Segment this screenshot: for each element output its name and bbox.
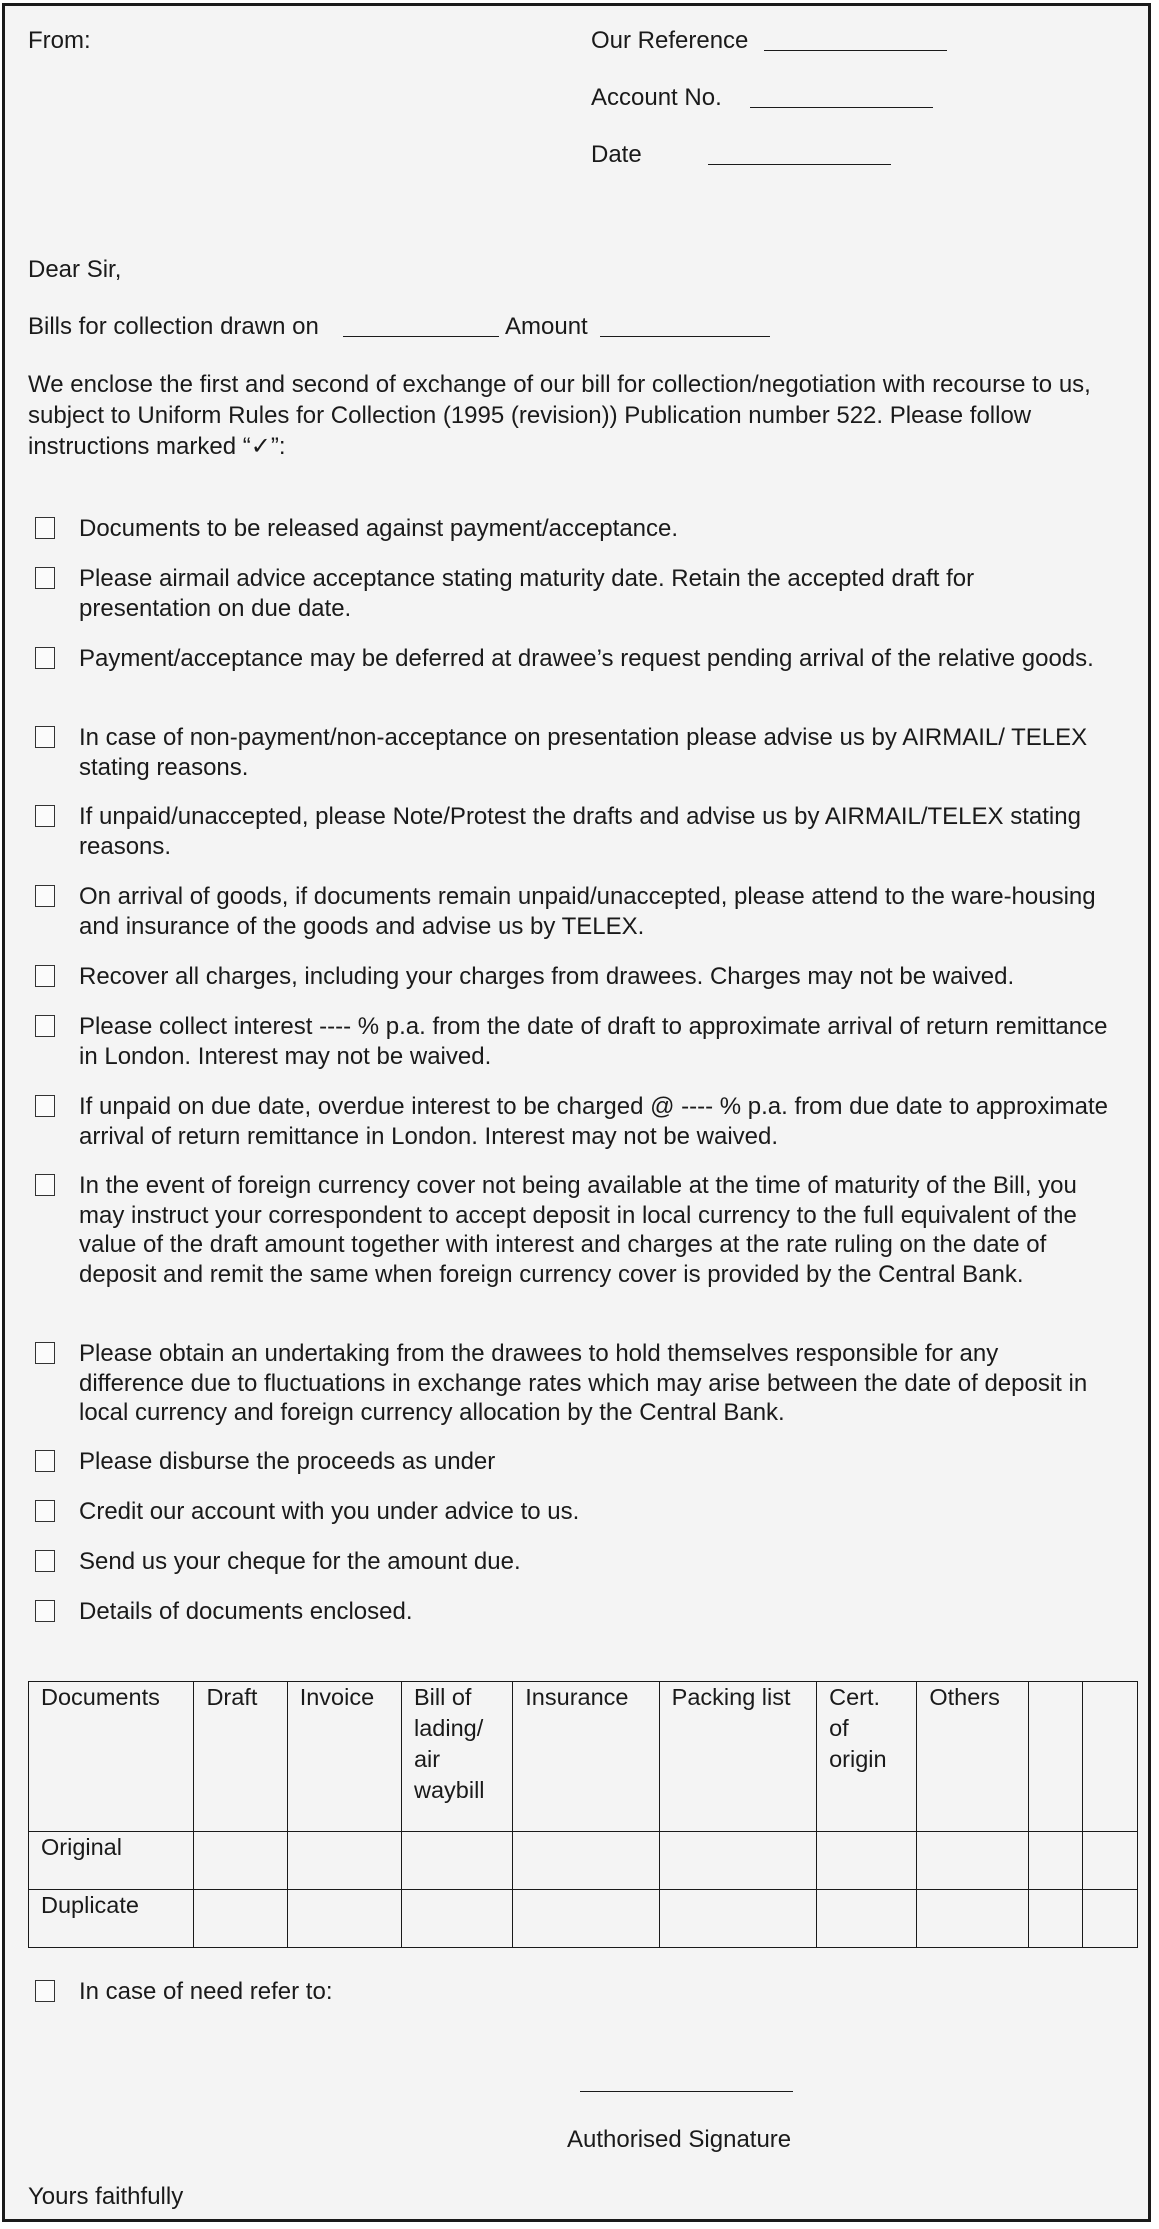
need-refer-text: In case of need refer to: bbox=[79, 1978, 333, 2005]
header-draft: Draft bbox=[194, 1682, 287, 1832]
instruction-text: Please disburse the proceeds as under bbox=[79, 1448, 496, 1475]
header-invoice: Invoice bbox=[287, 1682, 401, 1832]
instruction-checkbox[interactable] bbox=[35, 517, 55, 539]
instruction-checkbox[interactable] bbox=[35, 1015, 55, 1037]
date-label: Date bbox=[591, 141, 642, 168]
table-cell[interactable] bbox=[917, 1890, 1028, 1948]
header-blank-1 bbox=[1028, 1682, 1082, 1832]
salutation: Dear Sir, bbox=[28, 256, 122, 283]
table-cell[interactable] bbox=[659, 1832, 816, 1890]
header-documents: Documents bbox=[29, 1682, 194, 1832]
instruction-checkbox[interactable] bbox=[35, 647, 55, 669]
our-reference-label: Our Reference bbox=[591, 27, 749, 54]
table-cell[interactable] bbox=[817, 1832, 917, 1890]
header-bill-of-lading: Bill of lading/ air waybill bbox=[401, 1682, 512, 1832]
documents-table bbox=[28, 1681, 1138, 1948]
row-label-duplicate: Duplicate bbox=[29, 1890, 194, 1948]
table-cell[interactable] bbox=[401, 1890, 512, 1948]
instruction-text: In case of non-payment/non-acceptance on presentation please advise us by AIRMAIL/ TELEX stating reasons. bbox=[79, 724, 1088, 781]
instruction-checkbox[interactable] bbox=[35, 567, 55, 589]
table-cell[interactable] bbox=[194, 1832, 287, 1890]
our-reference-field[interactable] bbox=[764, 50, 947, 51]
table-row bbox=[29, 1890, 1138, 1948]
table-cell[interactable] bbox=[1028, 1890, 1082, 1948]
instruction-text: If unpaid/unaccepted, please Note/Protest the drafts and advise us by AIRMAIL/TELEX stating reasons. bbox=[79, 803, 1081, 860]
instruction-text: Send us your cheque for the amount due. bbox=[79, 1548, 521, 1575]
account-no-field[interactable] bbox=[750, 107, 933, 108]
drawn-on-field[interactable] bbox=[343, 336, 499, 337]
bill-collection-form bbox=[2, 3, 1151, 2222]
instruction-text: Details of documents enclosed. bbox=[79, 1598, 413, 1625]
instruction-text: Credit our account with you under advice to us. bbox=[79, 1498, 580, 1525]
header-cert-of-origin: Cert. of origin bbox=[817, 1682, 917, 1832]
bills-drawn-on-label: Bills for collection drawn on bbox=[28, 313, 319, 340]
instruction-text: Recover all charges, including your charges from drawees. Charges may not be waived. bbox=[79, 963, 1015, 990]
signature-label: Authorised Signature bbox=[567, 2126, 792, 2153]
instruction-text: Payment/acceptance may be deferred at drawee’s request pending arrival of the relative goods. bbox=[79, 645, 1094, 672]
header-blank-2 bbox=[1082, 1682, 1137, 1832]
instruction-text: Please airmail advice acceptance stating maturity date. Retain the accepted draft for presentation on due date. bbox=[79, 565, 975, 622]
table-cell[interactable] bbox=[659, 1890, 816, 1948]
signature-line[interactable] bbox=[580, 2091, 793, 2092]
account-no-label: Account No. bbox=[591, 84, 722, 111]
need-refer-checkbox[interactable] bbox=[35, 1980, 55, 2002]
table-cell[interactable] bbox=[1028, 1832, 1082, 1890]
instruction-checkbox[interactable] bbox=[35, 965, 55, 987]
instruction-checkbox[interactable] bbox=[35, 1342, 55, 1364]
table-cell[interactable] bbox=[194, 1890, 287, 1948]
header-insurance: Insurance bbox=[513, 1682, 659, 1832]
instruction-text: On arrival of goods, if documents remain unpaid/unaccepted, please attend to the ware-housing and insurance of the goods and advise us by TELEX. bbox=[79, 883, 1096, 940]
instruction-checkbox[interactable] bbox=[35, 1095, 55, 1117]
table-cell[interactable] bbox=[513, 1832, 659, 1890]
table-cell[interactable] bbox=[287, 1890, 401, 1948]
table-cell[interactable] bbox=[401, 1832, 512, 1890]
instruction-text: In the event of foreign currency cover not being available at the time of maturity of the Bill, you may instruct your correspondent to accept deposit in local currency to the full equivalent of the value of the draft amount together with interest and charges at the rate ruling on the date of deposit and remit the same when foreign currency cover is provided by the Central Bank. bbox=[79, 1172, 1077, 1288]
instruction-checkbox[interactable] bbox=[35, 726, 55, 748]
table-cell[interactable] bbox=[1082, 1832, 1137, 1890]
instruction-checkbox[interactable] bbox=[35, 1174, 55, 1196]
table-cell[interactable] bbox=[917, 1832, 1028, 1890]
date-field[interactable] bbox=[708, 164, 891, 165]
instruction-text: Please obtain an undertaking from the drawees to hold themselves responsible for any difference due to fluctuations in exchange rates which may arise between the date of deposit in local currency and foreign currency allocation by the Central Bank. bbox=[79, 1340, 1088, 1426]
table-cell[interactable] bbox=[1082, 1890, 1137, 1948]
instruction-checkbox[interactable] bbox=[35, 1600, 55, 1622]
instruction-checkbox[interactable] bbox=[35, 1450, 55, 1472]
from-label: From: bbox=[28, 27, 91, 54]
table-cell[interactable] bbox=[287, 1832, 401, 1890]
instruction-checkbox[interactable] bbox=[35, 1500, 55, 1522]
table-row bbox=[29, 1832, 1138, 1890]
intro-paragraph: We enclose the first and second of exchange of our bill for collection/negotiation with recourse to us, subject to Uniform Rules for Collection (1995 (revision)) Publication number 522. Please follow instructions marked “✓”: bbox=[28, 371, 1091, 460]
instruction-text: If unpaid on due date, overdue interest to be charged @ ---- % p.a. from due date to approximate arrival of return remittance in London. Interest may not be waived. bbox=[79, 1093, 1108, 1150]
closing: Yours faithfully bbox=[28, 2183, 184, 2210]
instruction-checkbox[interactable] bbox=[35, 805, 55, 827]
table-cell[interactable] bbox=[817, 1890, 917, 1948]
instruction-text: Documents to be released against payment/acceptance. bbox=[79, 515, 679, 542]
table-header-row bbox=[29, 1682, 1138, 1832]
row-label-original: Original bbox=[29, 1832, 194, 1890]
header-others: Others bbox=[917, 1682, 1028, 1832]
table-cell[interactable] bbox=[513, 1890, 659, 1948]
instruction-checkbox[interactable] bbox=[35, 1550, 55, 1572]
instruction-checkbox[interactable] bbox=[35, 885, 55, 907]
header-packing-list: Packing list bbox=[659, 1682, 816, 1832]
amount-field[interactable] bbox=[600, 336, 770, 337]
instruction-text: Please collect interest ---- % p.a. from the date of draft to approximate arrival of return remittance in London. Interest may not be waived. bbox=[79, 1013, 1108, 1070]
amount-label: Amount bbox=[505, 313, 588, 340]
